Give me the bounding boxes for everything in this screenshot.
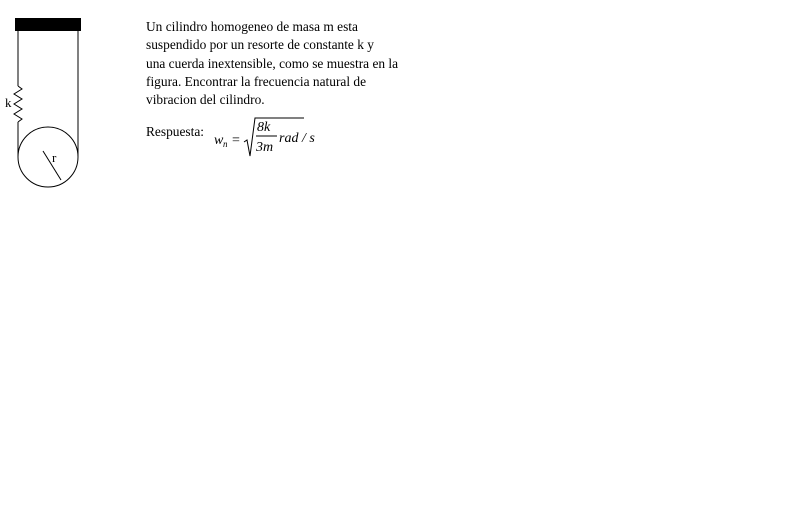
problem-line: figura. Encontrar la frecuencia natural de <box>146 73 367 89</box>
spring-constant-label: k <box>5 95 12 110</box>
answer-block <box>146 114 346 164</box>
formula-units: rad / s <box>279 131 315 146</box>
formula-denominator: 3m <box>256 140 274 155</box>
ceiling-support <box>15 18 81 31</box>
formula-equals: = <box>232 133 240 148</box>
spring-coil <box>14 86 22 122</box>
problem-line: suspendido por un resorte de constante k y <box>146 37 374 53</box>
cylinder <box>18 127 78 187</box>
formula-numerator: 8k <box>257 120 271 135</box>
problem-statement <box>146 18 421 109</box>
problem-line: vibracion del cilindro. <box>146 92 265 108</box>
problem-line: una cuerda inextensible, como se muestra en la <box>146 55 399 71</box>
problem-line: Un cilindro homogeneo de masa m esta <box>146 19 358 34</box>
answer-formula <box>214 114 334 164</box>
radius-label: r <box>52 150 57 165</box>
answer-label: Respuesta: <box>146 124 205 139</box>
formula-omega: w <box>214 133 224 148</box>
formula-omega-subscript: n <box>223 139 228 149</box>
physics-diagram <box>0 0 120 200</box>
